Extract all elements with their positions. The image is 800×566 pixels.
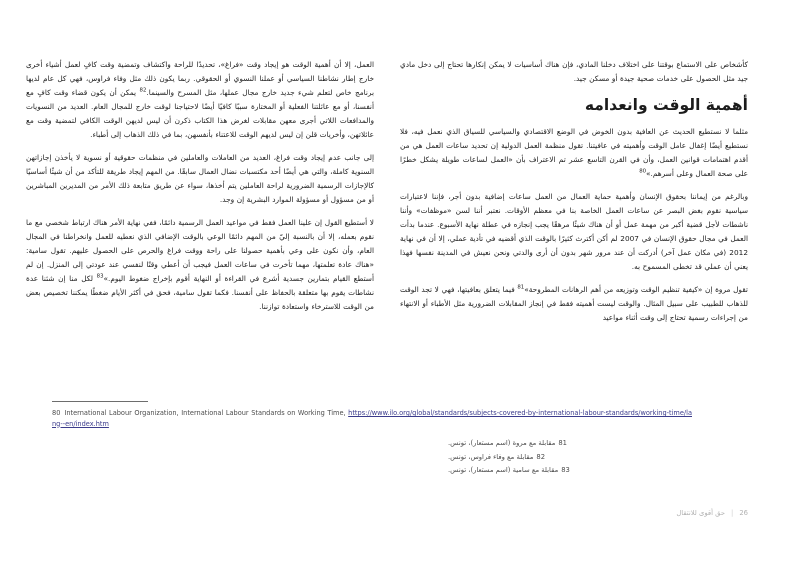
footnote-ref-80[interactable]: 80 — [639, 168, 647, 175]
footnotes-latin-block — [52, 408, 692, 429]
footnote-number: 83 — [561, 466, 570, 475]
footer-separator: | — [731, 509, 734, 517]
right-column — [400, 58, 748, 325]
paragraph-text: مثلما لا نستطيع الحديث عن العافية بدون الخوض في الوضع الاقتصادي والسياسي للسياق الذي نعمل فيه، فلا نستطيع أيضًا إغفال عامل الوقت وأهميته في عافيتنا. تقول منظمة العمل الدولية إن تحديد ساعات العمل هي من أقدم اهتمامات قوانين العمل، وأن في القرن التاسع عشر تم الاعتراف بأن «العمل لساعات طويلة يشكل خطرًا على صحة العمال وعلى أسرهم.» — [400, 126, 748, 178]
paragraph-text: تقول مروة إن «كيفية تنظيم الوقت وتوزيعه من أهم الرهانات المطروحة» — [524, 284, 748, 294]
paragraph-text-cont: يمكن أن يكون قضاء وقت كافٍ مع أنفسنا، أو مع عائلتنا الفعلية أو المختارة سببًا كافيًا أيضًا لاحتياجنا لوقت خارج للمجال العام. العديد من النسويات والمدافعات اللاتي أجرى معهن مقابلات لغرض هذا الكتاب ذكرن أن ليس لديهن الوقت الكافي لتمضية وقت مع عائلاتهن، وأخريات قلن إن ليس لديهم الوقت للاعتناء بأنفسهن، بما في ذلك الذهاب إلى أطباء. — [26, 88, 374, 139]
paragraph-lc-p1 — [26, 58, 374, 142]
footnote-text: مقابلة مع مروة (اسم مستعار)، تونس. — [448, 439, 556, 447]
paragraph-text: لا أستطيع القول إن علينا العمل فقط في مواعيد العمل الرسمية دائمًا، ففي نهاية الأمر هناك ارتباط شخصي مع ما نقوم بعمله، إلا أن بالنسبة إليّ من المهم دائمًا الوعي بالوقت الإضافي الذي نعطيه للعمل وانخراطنا في المجال العام، وأن نكون على وعي بأهمية حصولنا على راحة ووقت فراغ والحرص على الحصول عليهم. تقول سامية: «هناك عادة تعلمتها، مهما تأخرت في ساعات العمل فيجب أن أعطي وقتًا لنفسي عند عودتي إلى المنزل. إن لم أستطع القيام بتمارين جسدية أشرع في القراءة أو النهاية أقوم بإخراج ضغوط اليوم.» — [26, 218, 375, 283]
paragraph-rc-p2 — [400, 125, 748, 181]
footer-page-number: 26 — [739, 509, 748, 517]
footnote-separator-rule — [52, 401, 148, 402]
footnote-item-83 — [448, 464, 748, 478]
paragraph-text-cont: فيما يتعلق بعافيتها، فهي لا تجد الوقت للذهاب للطبيب على سبيل المثال. والوقت ليست أهميته فقط في إنجاز المقابلات الضرورية مثل الأطباء أو الانتهاء من إجراءات رسمية تحتاج إلى وقت أثناء مواعيد — [400, 284, 748, 322]
left-column — [26, 58, 374, 314]
footnote-number: 80 — [52, 409, 61, 417]
paragraph-lc-p3 — [26, 216, 374, 314]
footnote-text: International Labour Organization, International Labour Standards on Working Time, — [64, 409, 349, 417]
page-columns — [26, 58, 749, 325]
footnote-number: 82 — [536, 452, 546, 461]
footnote-item-82 — [448, 451, 748, 465]
footnote-number: 81 — [558, 439, 567, 447]
section-heading: أهمية الوقت وانعدامه — [584, 96, 748, 114]
paragraph-rc-p3: وبالرغم من إيماننا بحقوق الإنسان وأهمية حماية العمال من العمل ساعات إضافية بدون أجر، فإننا لاعتبارات سياسية نقوم بغض البصر عن ساعات العمل الخاصة بنا في معظم الأوقات. نعتبر أننا لسن «موظفات» وأننا ناشطات لأجل قضية أكبر من مهمة عمل أو أن هناك شيئًا مرهقًا يجب إنجازه في عطلة نهاية الأسبوع. عندما بدأت العمل في مجال حقوق الإنسان في 2007 لم أكن أكترث كثيرًا بالوقت الذي أقضيه في تأدية عملي، إلا أن في نهاية 2012 (في مكان عمل آخر) أدركت أن عند مرور شهر بدون أن أرى والدتي ونحن نعيش في المدينة نفسها فهذا يعني أن عملي قد تخطى المسموح به. — [400, 191, 749, 271]
footnote-ref-81[interactable]: 81 — [517, 284, 525, 291]
paragraph-text: العمل، إلا أن أهمية الوقت هو إيجاد وقت «فراغ»، تحديدًا للراحة واكتشاف وتمضية وقت كافٍ لعمل أشياء أخرى خارج إطار نشاطنا السياسي أو عملنا النسوي أو الحقوقي. ربما يكون ذلك مثل وفاء فراوس، فهي كل عام لديها برنامج خاص لتعلم شيء جديد خارج مجال عملها، مثل المسرح والسينما. — [26, 60, 375, 97]
footnote-link[interactable]: https://www.ilo.org/global/standards/subjects-covered-by-international-labour-standards/working-time/lang--en/index.htm — [52, 409, 692, 428]
footnote-item-81 — [448, 437, 748, 451]
footnote-ref-83[interactable]: 83 — [96, 273, 104, 280]
footnote-item-80 — [52, 408, 692, 429]
paragraph-rc-p4 — [400, 283, 748, 325]
paragraph-text-cont: لكل منا إن شئنا عدة نشاطات يقوم بها متعلقة بالحفاظ على أنفسنا. فكما تقول سامية، فحق في أكثر الأيام ضغطًا يمكننا تخصيص بعض من الوقت للاسترخاء واستعادة توازننا. — [26, 274, 374, 311]
footnotes-arabic-block — [448, 437, 748, 478]
page-footer — [676, 509, 748, 517]
paragraph-lc-p2: إلى جانب عدم إيجاد وقت فراغ، العديد من العاملات والعاملين في منظمات حقوقية أو نسوية لا يأخذن إجازاتهن السنوية كاملة، والتي هي أيضًا أحد مكتسبات نضال العمال سابقًا. من المهم إيجاد طريقة للتأكد من أن شيئًا أساسيًا كالإجازات الرسمية الضرورية لراحة العاملين يتم أخذها، سواء عن طريق متابعة ذلك الأمر من المديرين المباشرين أو من مسؤول أو مسؤولة الموارد البشرية إن وجد. — [26, 153, 374, 204]
paragraph-rc-p1: كأشخاص على الاستماع بوقتنا على اختلاف دخلنا المادي، فإن هناك أساسيات لا يمكن إنكارها تحتاج إلى دخل مادي جيد مثل الحصول على خدمات صحية جيدة أو مسكن جيد. — [400, 60, 748, 83]
footnote-text: مقابلة مع سامية (اسم مستعار)، تونس. — [448, 466, 559, 475]
footnote-text: مقابلة مع وفاء فراوس، تونس. — [448, 452, 534, 461]
footnote-ref-82[interactable]: 82 — [139, 87, 147, 94]
footer-chapter-title: حق أقوى للانتقال — [676, 509, 726, 517]
